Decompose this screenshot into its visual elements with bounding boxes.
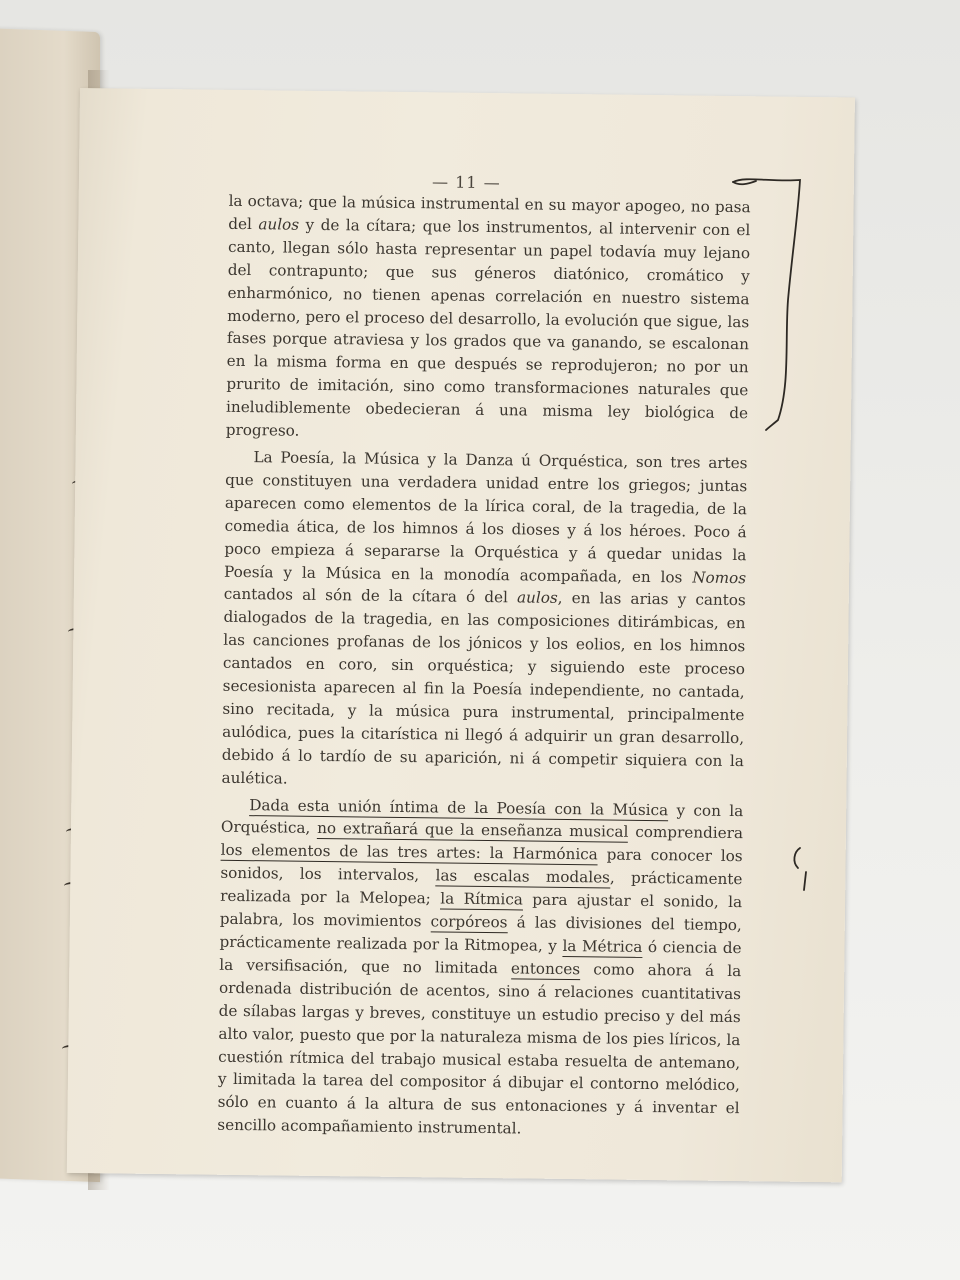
pencil-underline: corpóreos bbox=[430, 912, 508, 932]
pencil-underline: Dada esta unión íntima de la Poesía con la Música bbox=[249, 795, 669, 819]
page-number: — 11 — bbox=[431, 172, 501, 193]
pencil-underline: los elementos de las tres artes: la Harmónica bbox=[220, 841, 598, 864]
pencil-underline: la Métrica bbox=[562, 936, 643, 956]
pencil-underline: no extrañará que la enseñanza musical bbox=[317, 819, 629, 842]
paragraph: Dada esta unión íntima de la Poesía con la Música y con la Orquéstica, no extrañará que la enseñanza musical comprendiera los elementos de las tres artes: la Harmónica para conocer los sonidos, los intervalos, las escalas modales, prácticamente realizada por la Melopea; la Rítmica para ajustar el sonido, la palabra, los movimientos corpóreos á las divisiones del tiempo, prácticamente realizada por la Ritmopea, y la Métrica ó ciencia de la versifisación, que no limitada entonces como ahora á la ordenada distribución de acentos, sino á relaciones cuantitativas de sílabas largas y breves, constituye un estudio preciso y del más alto valor, puesto que por la naturaleza misma de los pies líricos, la cuestión rítmica del trabajo musical estaba resuelta de antemano, y limitada la tarea del compositor á dibujar el contorno melódico, sólo en cuanto á la altura de sus entonaciones y á inventar el sencillo acompañamiento instrumental. bbox=[217, 795, 744, 1138]
pencil-underline: la Rítmica bbox=[440, 889, 524, 909]
paragraph: La Poesía, la Música y la Danza ú Orquéstica, son tres artes que constituyen una verdadera unidad entre los griegos; juntas aparecen como elementos de la lírica coral, de la tragedia, de la comedia ática, de los himnos á los dioses y á los héroes. Poco á poco empieza á separarse la Orquéstica y á quedar unidas la Poesía y la Música en la monodía acompañada, en los Nomos cantados al són de la cítara ó del aulos, en las arias y cantos dialogados de la tragedia, en las composiciones ditirámbicas, en las canciones profanas de los jónicos y los eolios, en los himnos cantados en coro, sin orquéstica; y siguiendo este proceso secesionista aparecen al fin la Poesía independiente, no cantada, sino recitada, y la música pura instrumental, principalmente aulódica, pues la citarística ni llegó á adquirir un gran desarrollo, debido á lo tardío de su aparición, ni á competir siquiera con la aulética. bbox=[221, 448, 748, 788]
pencil-underline: entonces bbox=[510, 959, 581, 979]
pencil-underline: las escalas modales bbox=[435, 866, 611, 887]
paragraph: la octava; que la música instrumental en su mayor apogeo, no pasa del aulos y de la cítara; que los instrumentos, al intervenir con el canto, llegan sólo hasta representar un papel todavía muy lejano del contrapunto; que sus géneros diatónico, cromático y enharmónico, no tienen apenas correlación en nuestro sistema moderno, pero el proceso del desarrollo, la evolución que sigue, las fases porque atraviesa y los grados que va ganando, se escalonan en la misma forma en que después se reprodujeron; no por un prurito de imitación, sino como transformaciones naturales que ineludiblemente obedecieran á una misma ley biológica de progreso. bbox=[225, 191, 751, 440]
